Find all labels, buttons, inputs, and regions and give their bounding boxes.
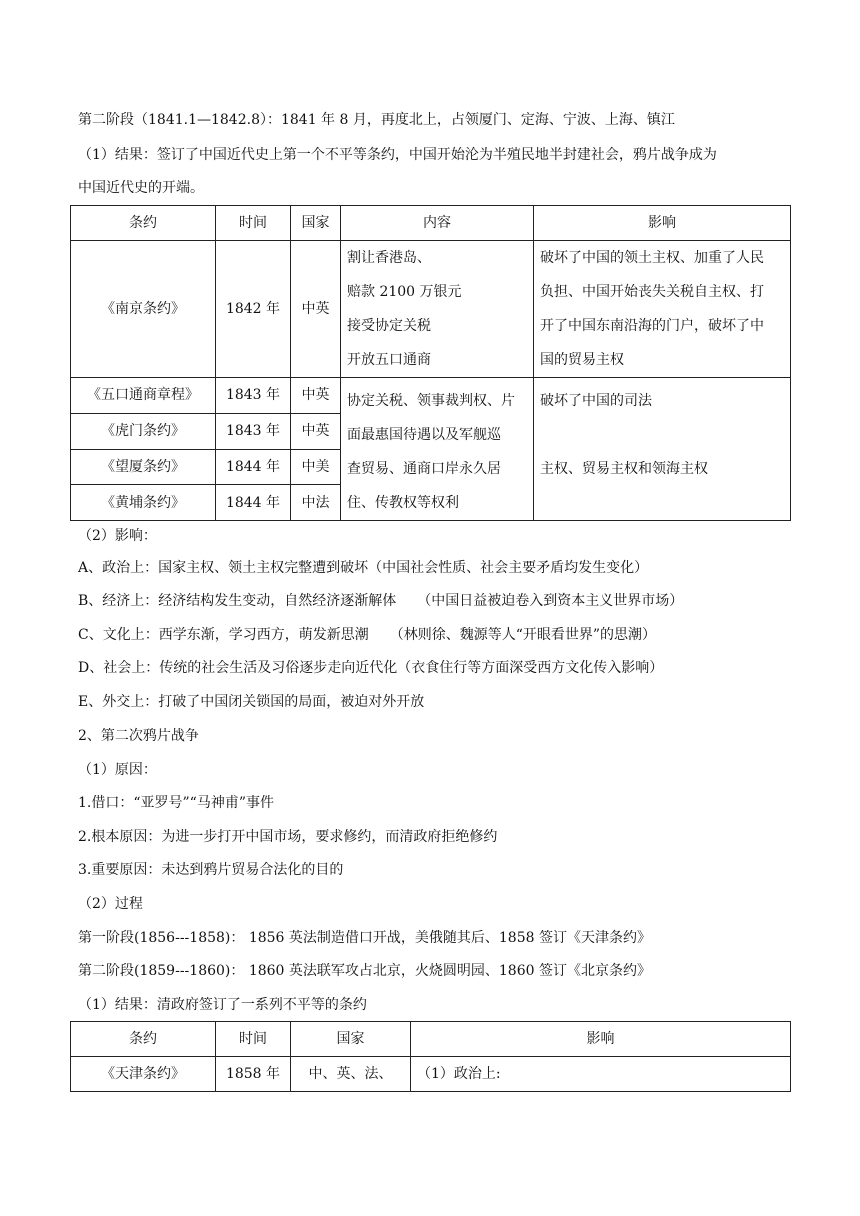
text-stage2-war2: 第二阶段(1859---1860)： 1860 英法联军攻占北京，火烧圆明园、1860 签订《北京条约》 (78, 963, 651, 979)
table-header-row (71, 206, 791, 241)
text-result1-b: 中国近代史的开端。 (78, 180, 204, 196)
table-row (71, 378, 791, 414)
treaty-name: 《黄埔条约》 (71, 485, 216, 521)
text-stage2-first-war: 第二阶段（1841.1—1842.8）：1841 年 8 月，再度北上，占领厦门、定海、宁波、上海、镇江 (78, 112, 675, 128)
treaty-time: 1844 年 (216, 485, 291, 521)
content-line: 赔款 2100 万银元 (347, 284, 462, 300)
text-impact-a: A、政治上：国家主权、领土主权完整遭到破坏（中国社会性质、社会主要矛盾均发生变化） (78, 560, 649, 576)
treaty-country: 中美 (291, 449, 341, 485)
treaty-table-first-war (70, 205, 791, 521)
treaty-country: 中、英、法、 (291, 1057, 411, 1092)
text-impact-c: C、文化上：西学东渐，学习西方，萌发新思潮 （林则徐、魏源等人“开眼看世界”的思潮） (78, 627, 657, 643)
impact-line: 主权、贸易主权和领海主权 (540, 461, 708, 477)
text-cause-3: 3.重要原因：未达到鸦片贸易合法化的目的 (78, 862, 344, 878)
blank-spacer (540, 418, 784, 452)
treaty-time: 1844 年 (216, 449, 291, 485)
impact-line: 破坏了中国的司法 (540, 393, 652, 409)
text-cause-1: 1.借口：“亚罗号”“马神甫”事件 (78, 795, 274, 811)
text-result1-a: （1）结果：签订了中国近代史上第一个不平等条约，中国开始沦为半殖民地半封建社会，鸦片战争成为 (78, 147, 717, 163)
impact-line: 开了中国东南沿海的门户，破坏了中 (540, 318, 764, 334)
table-row (71, 1057, 791, 1092)
treaty-time: 1843 年 (216, 413, 291, 449)
impact-line: 国的贸易主权 (540, 352, 624, 368)
text-war2-title: 2、第二次鸦片战争 (78, 728, 199, 744)
treaty-time: 1858 年 (216, 1057, 291, 1092)
treaty-name: 《望厦条约》 (71, 449, 216, 485)
text-process-heading: （2）过程 (78, 896, 143, 912)
header-content: 内容 (341, 206, 534, 241)
content-line: 协定关税、领事裁判权、片 (347, 393, 515, 409)
text-result2: （1）结果：清政府签订了一系列不平等的条约 (78, 997, 367, 1013)
impact-line: 负担、中国开始丧失关税自主权、打 (540, 284, 764, 300)
table-header-row (71, 1022, 791, 1057)
header-time: 时间 (216, 1022, 291, 1057)
treaty-time: 1842 年 (216, 241, 291, 378)
treaty-country: 中英 (291, 413, 341, 449)
header-time: 时间 (216, 206, 291, 241)
header-treaty: 条约 (71, 206, 216, 241)
treaty-content (341, 241, 534, 378)
treaty-time: 1843 年 (216, 378, 291, 414)
header-treaty: 条约 (71, 1022, 216, 1057)
treaty-name: 《天津条约》 (71, 1057, 216, 1092)
text-impact-d: D、社会上：传统的社会生活及习俗逐步走向近代化（衣食住行等方面深受西方文化传入影响） (78, 660, 664, 676)
text-stage1-war2: 第一阶段(1856---1858)： 1856 英法制造借口开战，美俄随其后、1858 签订《天津条约》 (78, 930, 651, 946)
header-country: 国家 (291, 206, 341, 241)
text-impact-b: B、经济上：经济结构发生变动，自然经济逐渐解体 （中国日益被迫卷入到资本主义世界市场） (78, 593, 684, 609)
text-cause-2: 2.根本原因：为进一步打开中国市场，要求修约，而清政府拒绝修约 (78, 829, 498, 845)
header-impact: 影响 (411, 1022, 791, 1057)
content-line: 面最惠国待遇以及军舰巡 (347, 427, 501, 443)
text-impact-e: E、外交上：打破了中国闭关锁国的局面，被迫对外开放 (78, 694, 425, 710)
treaty-country: 中英 (291, 241, 341, 378)
treaty-country: 中英 (291, 378, 341, 414)
shared-treaty-impact (534, 378, 791, 521)
content-line: 开放五口通商 (347, 352, 431, 368)
header-country: 国家 (291, 1022, 411, 1057)
content-line: 接受协定关税 (347, 318, 431, 334)
impact-line: 破坏了中国的领土主权、加重了人民 (540, 250, 764, 266)
content-line: 割让香港岛、 (347, 250, 431, 266)
content-line: 住、传教权等权利 (347, 495, 459, 511)
shared-treaty-content (341, 378, 534, 521)
content-line: 查贸易、通商口岸永久居 (347, 461, 501, 477)
treaty-name: 《五口通商章程》 (71, 378, 216, 414)
treaty-impact (534, 241, 791, 378)
table-row (71, 241, 791, 378)
text-impact-heading: （2）影响： (78, 528, 157, 544)
treaty-table-second-war (70, 1021, 791, 1092)
text-cause-heading: （1）原因： (78, 762, 157, 778)
treaty-name: 《南京条约》 (71, 241, 216, 378)
treaty-country: 中法 (291, 485, 341, 521)
treaty-name: 《虎门条约》 (71, 413, 216, 449)
treaty-impact: （1）政治上: (411, 1057, 791, 1092)
header-impact: 影响 (534, 206, 791, 241)
